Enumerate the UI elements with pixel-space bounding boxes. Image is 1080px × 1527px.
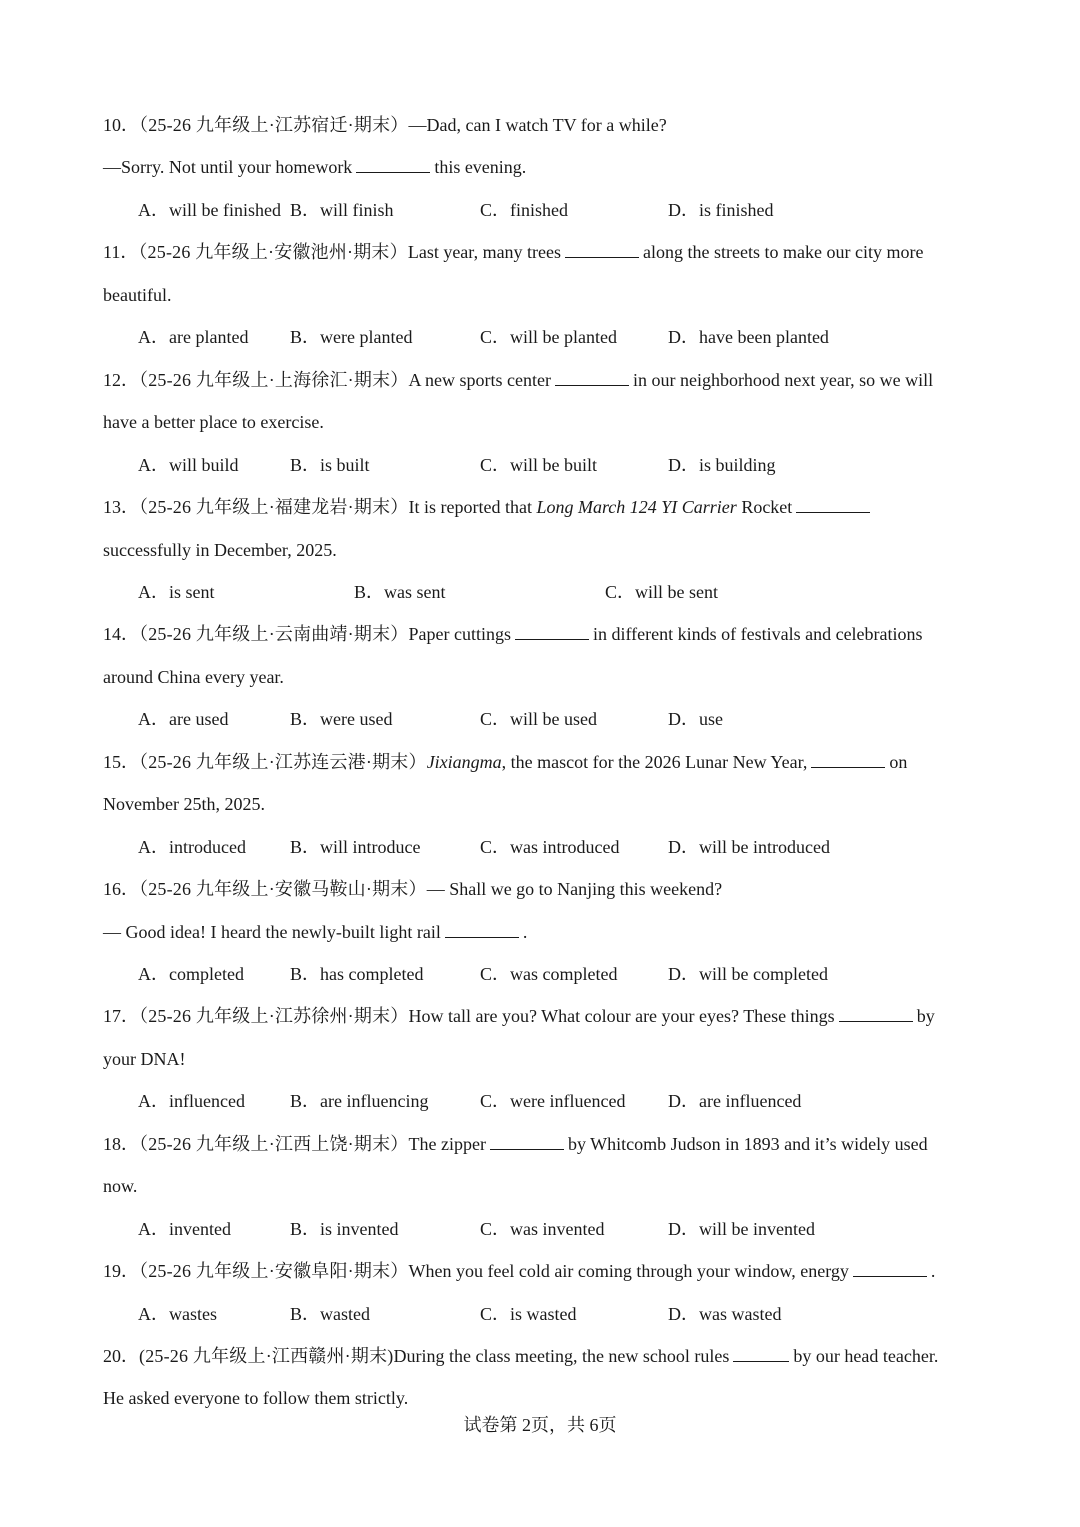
- option-b: B．wasted: [290, 1304, 370, 1324]
- option-a: A．is sent: [138, 582, 215, 602]
- question-13-stem: 13．（25-26 九年级上·福建龙岩·期末）It is reported that Long March 124 YI Carrier Rocket: [103, 495, 983, 519]
- question-16-stem: 16．（25-26 九年级上·安徽马鞍山·期末）— Shall we go to Nanjing this weekend?: [103, 879, 723, 899]
- question-17-stem: 17．（25-26 九年级上·江苏徐州·期末）How tall are you? What colour are your eyes? These things by: [103, 1006, 935, 1026]
- question-11-stem: 11．（25-26 九年级上·安徽池州·期末）Last year, many trees along the streets to make our city more: [103, 242, 924, 262]
- option-d: D．was wasted: [668, 1304, 782, 1324]
- answer-blank: [445, 920, 519, 938]
- option-c: C．will be built: [480, 455, 597, 475]
- option-c: C．is wasted: [480, 1304, 577, 1324]
- question-12-stem: 12．（25-26 九年级上·上海徐汇·期末）A new sports center in our neighborhood next year, so we will: [103, 370, 934, 390]
- question-17-continuation: your DNA!: [103, 1049, 186, 1069]
- question-18-options: [138, 1217, 998, 1241]
- option-c: C．was introduced: [480, 837, 620, 857]
- answer-blank: [565, 240, 639, 258]
- question-16-dialogue: — Good idea! I heard the newly-built light rail .: [103, 922, 528, 942]
- option-a: A．wastes: [138, 1304, 217, 1324]
- answer-blank: [733, 1344, 789, 1362]
- answer-blank: [853, 1259, 927, 1277]
- question-15-stem: 15．（25-26 九年级上·江苏连云港·期末）Jixiangma, the mascot for the 2026 Lunar New Year, on: [103, 752, 908, 772]
- question-11-continuation: beautiful.: [103, 285, 172, 305]
- option-a: A．are used: [138, 709, 229, 729]
- option-b: B．is built: [290, 455, 370, 475]
- question-18-stem: 18．（25-26 九年级上·江西上饶·期末）The zipper by Whitcomb Judson in 1893 and it’s widely used: [103, 1134, 928, 1154]
- option-c: C．was completed: [480, 964, 618, 984]
- question-19-stem: 19．（25-26 九年级上·安徽阜阳·期末）When you feel cold air coming through your window, energy .: [103, 1261, 936, 1281]
- option-b: B．will finish: [290, 200, 394, 220]
- answer-blank: [555, 368, 629, 386]
- question-13-options: [138, 580, 998, 604]
- answer-blank: [356, 155, 430, 173]
- option-d: D．is building: [668, 455, 776, 475]
- option-b: B．has completed: [290, 964, 424, 984]
- option-d: D．is finished: [668, 200, 774, 220]
- option-b: B．was sent: [354, 582, 446, 602]
- option-d: D．will be introduced: [668, 837, 830, 857]
- page-footer: 试卷第 2页，共 6页: [463, 1415, 617, 1435]
- option-c: C．will be used: [480, 709, 597, 729]
- answer-blank: [811, 750, 885, 768]
- option-a: A．are planted: [138, 327, 249, 347]
- option-d: D．have been planted: [668, 327, 829, 347]
- option-a: A．invented: [138, 1219, 231, 1239]
- option-b: B．are influencing: [290, 1091, 429, 1111]
- question-15-continuation: November 25th, 2025.: [103, 794, 265, 814]
- question-18-continuation: now.: [103, 1176, 138, 1196]
- option-a: A．introduced: [138, 837, 246, 857]
- answer-blank: [490, 1132, 564, 1150]
- question-13-continuation: successfully in December, 2025.: [103, 540, 337, 560]
- question-14-stem: 14．（25-26 九年级上·云南曲靖·期末）Paper cuttings in different kinds of festivals and celebrations: [103, 624, 923, 644]
- option-d: D．are influenced: [668, 1091, 802, 1111]
- option-b: B．is invented: [290, 1219, 399, 1239]
- question-14-continuation: around China every year.: [103, 667, 284, 687]
- question-19-options: [138, 1302, 998, 1326]
- option-c: C．was invented: [480, 1219, 605, 1239]
- option-d: D．will be completed: [668, 964, 828, 984]
- option-b: B．were used: [290, 709, 393, 729]
- question-16-options: [138, 962, 998, 986]
- option-c: C．will be sent: [605, 582, 718, 602]
- question-11-options: [138, 325, 998, 349]
- option-a: A．will build: [138, 455, 239, 475]
- option-a: A．influenced: [138, 1091, 245, 1111]
- option-d: D．use: [668, 709, 723, 729]
- answer-blank: [796, 495, 870, 513]
- option-b: B．will introduce: [290, 837, 421, 857]
- option-c: C．will be planted: [480, 327, 617, 347]
- option-d: D．will be invented: [668, 1219, 815, 1239]
- question-17-options: [138, 1089, 998, 1113]
- question-10-dialogue: —Sorry. Not until your homework this evening.: [103, 157, 527, 177]
- question-12-continuation: have a better place to exercise.: [103, 412, 324, 432]
- question-15-options: [138, 835, 998, 859]
- option-c: C．finished: [480, 200, 568, 220]
- option-a: A．completed: [138, 964, 244, 984]
- question-10-stem: 10．（25-26 九年级上·江苏宿迁·期末）—Dad, can I watch TV for a while?: [103, 115, 667, 135]
- question-12-options: [138, 453, 998, 477]
- question-14-options: [138, 707, 998, 731]
- option-c: C．were influenced: [480, 1091, 626, 1111]
- option-a: A．will be finished: [138, 200, 281, 220]
- question-20-stem: 20．(25-26 九年级上·江西赣州·期末)During the class meeting, the new school rules by our head teacher.: [103, 1346, 939, 1366]
- option-b: B．were planted: [290, 327, 413, 347]
- question-20-continuation: He asked everyone to follow them strictly.: [103, 1388, 409, 1408]
- answer-blank: [839, 1004, 913, 1022]
- answer-blank: [515, 622, 589, 640]
- question-10-options: [138, 198, 998, 222]
